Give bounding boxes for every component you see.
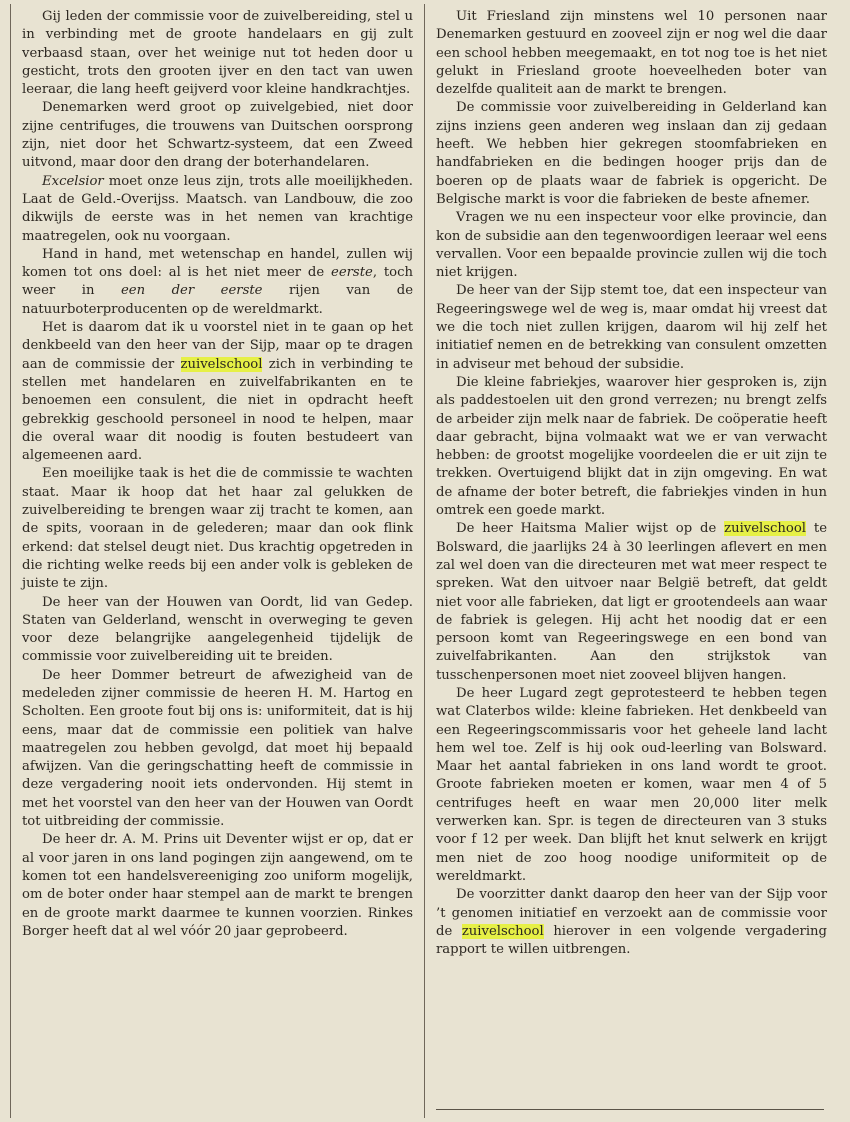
- text-run: Denemarken werd groot op zuivelgebied, niet door zijne centrifuges, die trouwens van Duitschen oorsprong zijn, niet door het Schwartz-systeem, dat een Zweed uitvond, maar door den drang der boterhandelaren.: [22, 100, 413, 171]
- text-run: moet onze leus zijn, trots alle moeilijkheden. Laat de Geld.-Overijss. Maatsch. van Landbouw, die zoo dikwijls de eerste was in het nemen van krachtige maatregelen, ook nu voorgaan.: [22, 173, 413, 244]
- text-run: Vragen we nu een inspecteur voor elke provincie, dan kon de subsidie aan den tegenwoordigen leeraar wel eens vervallen. Voor een bepaalde provincie zullen wij die toch niet krijgen.: [436, 210, 827, 281]
- paragraph: [22, 319, 413, 465]
- text-run: De heer Dommer betreurt de afwezigheid van de medeleden zijner commissie de heeren H. M. Hartog en Scholten. Een groote fout bij ons is: uniformiteit, dat is hij eens, maar dat de commissie een politiek van halve maatregelen zou hebben gevolgd, dat moet hij bepaald afwijzen. Van die geringschatting heeft de commissie in deze vergadering nooit iets ondervonden. Hij stemt in met het voorstel van den heer van der Houwen van Oordt tot uitbreiding der commissie.: [22, 667, 413, 830]
- text-run: Een moeilijke taak is het die de commissie te wachten staat. Maar ik hoop dat het haar zal gelukken de zuivelbereiding te brengen waar zij tracht te komen, aan de spits, vooraan in de gelederen; maar dan ook flink erkend: dat stelsel deugt niet. Dus krachtig opgetreden in die richting welke reeds bij een ander volk is gebleken de juiste te zijn.: [22, 466, 413, 592]
- text-run: zich in verbinding te stellen met handelaren en zuivelfabrikanten en te benoemen een consulent, die niet in opdracht heeft gebrekkig geschoold personeel in nood te helpen, maar die overal waar dit noodig is fouten bestudeert van algemeenen aard.: [22, 356, 413, 464]
- text-run: Hand in hand, met wetenschap en handel, zullen wij komen tot ons doel: al is het niet meer de: [22, 246, 413, 281]
- text-run: De commissie voor zuivelbereiding in Gelderland kan zijns inziens geen anderen weg inslaan dan zij gedaan heeft. We hebben hier gekregen stoomfabrieken en handfabrieken en die bedingen hooger prijs dan de boeren op de plaats waar de fabriek is opgericht. De Belgische markt is voor die fabrieken de beste afnemer.: [436, 100, 827, 207]
- paragraph: [22, 465, 413, 593]
- text-run: De heer Lugard zegt geprotesteerd te hebben tegen wat Claterbos wilde: kleine fabrieken. Het denkbeeld van een Regeeringscommissaris voor het geheele land lacht hem wel toe. Zelf is hij ook oud-leerling van Bolsward. Maar het aantal fabrieken in ons land wordt te groot. Groote fabrieken moeten er komen, waar men 4 of 5 centrifuges heeft en waar men 20,000 liter melk verwerken kan. Spr. is tegen de directeuren van 3 stuks voor f 12 per week. Dan blijft het knut selwerk en krijgt men niet de zoo hoog noodige uniformiteit op de wereldmarkt.: [436, 685, 827, 884]
- paragraph: [22, 8, 413, 99]
- text-run: De heer dr. A. M. Prins uit Deventer wijst er op, dat er al voor jaren in ons land pogingen zijn aangewend, om te komen tot een handelsvereeniging zoo uniform mogelijk, om de boter onder haar stempel aan de markt te brengen en de groote markt daarmee te kunnen voorzien. Rinkes Borger heeft dat al wel vóór 20 jaar geprobeerd.: [22, 832, 413, 939]
- italic-text: een der eerste: [120, 283, 263, 299]
- text-run: te Bolsward, die jaarlijks 24 à 30 leerlingen aflevert en men zal wel doen van die directeuren met wat meer respect te spreken. Wat den uitvoer naar België betreft, dat geldt niet voor alle fabrieken, dat ligt er grootendeels aan waar de fabriek is gelegen. Hij acht het noodig dat er een persoon komt van Regeeringswege en een bond van zuivelfabrikanten. Aan den strijkstok van tusschenpersonen moet niet zooveel blijven hangen.: [436, 521, 827, 683]
- paragraph: [436, 374, 827, 520]
- highlighted-term: zuivelschool: [461, 923, 544, 939]
- text-run: rijen van de natuurboterproducenten op de wereldmarkt.: [22, 283, 414, 317]
- text-run: hierover in een volgende vergadering rapport te willen uitbrengen.: [436, 923, 827, 958]
- left-column: [22, 8, 413, 941]
- paragraph: [22, 831, 413, 941]
- paragraph: [436, 209, 827, 282]
- text-run: De heer van der Houwen van Oordt, lid van Gedep. Staten van Gelderland, wenscht in overweging te geven voor deze belangrijke aangelegenheid tijdelijk de commissie voor zuivelbereiding uit te breiden.: [22, 594, 413, 665]
- text-run: De heer Haitsma Malier wijst op de: [456, 521, 725, 537]
- italic-text: Excelsior: [42, 173, 104, 189]
- paragraph: [436, 8, 827, 99]
- paragraph: [22, 667, 413, 832]
- paragraph: [436, 99, 827, 209]
- italic-text: eerste: [331, 265, 373, 281]
- paragraph: [436, 282, 827, 373]
- right-column: [436, 8, 827, 959]
- column-divider: [424, 4, 425, 1118]
- text-run: Uit Friesland zijn minstens wel 10 personen naar Denemarken gestuurd en zooveel zijn er nog wel die daar een school hebben meegemaakt, en tot nog toe is het niet gelukt in Friesland groote hoeveelheden boter van dezelfde qualiteit aan de markt te brengen.: [436, 9, 827, 98]
- text-run: Die kleine fabriekjes, waarover hier gesproken is, zijn als paddestoelen uit den grond verrezen; nu brengt zelfs de arbeider zijn melk naar de fabriek. De coöperatie heeft daar gebracht, bijna volmaakt wat we er van verwacht hebben: de grootst mogelijke voordeelen die er uit zijn te trekken. Overtuigend blijkt dat in zijn omgeving. En wat de afname der boter betreft, die fabriekjes vinden in hun omtrek een goede markt.: [436, 374, 827, 519]
- paragraph: [22, 594, 413, 667]
- left-margin-rule: [10, 4, 11, 1118]
- paragraph: [22, 99, 413, 172]
- highlighted-term: zuivelschool: [180, 356, 263, 372]
- paragraph: [436, 520, 827, 685]
- article-end-rule: [436, 1109, 824, 1110]
- paragraph: [436, 886, 827, 959]
- text-run: De voorzitter dankt daarop den heer van der Sijp voor ’t genomen initiatief en verzoekt aan de commissie voor de: [436, 887, 827, 939]
- highlighted-term: zuivelschool: [724, 521, 807, 537]
- text-run: Gij leden der commissie voor de zuivelbereiding, stel u in verbinding met de groote handelaars en gij zult verbaasd staan, over het weinige nut tot heden door u gesticht, trots den grooten ijver en den tact van uwen leeraar, die lang heeft geijverd voor kleine handkrachtjes.: [22, 9, 413, 98]
- paragraph: [436, 685, 827, 886]
- text-run: Het is daarom dat ik u voorstel niet in te gaan op het denkbeeld van den heer van der Sijp, maar op te dragen aan de commissie der: [22, 320, 413, 372]
- text-run: , toch weer in: [22, 265, 413, 299]
- paragraph: [22, 173, 413, 246]
- text-run: De heer van der Sijp stemt toe, dat een inspecteur van Regeeringswege wel de weg is, maar omdat hij vreest dat we die toch niet zullen krijgen, daarom wil hij zelf het initiatief nemen en de betrekking van consulent omzetten in adviseur met behoud der subsidie.: [436, 283, 827, 372]
- paragraph: [22, 246, 413, 319]
